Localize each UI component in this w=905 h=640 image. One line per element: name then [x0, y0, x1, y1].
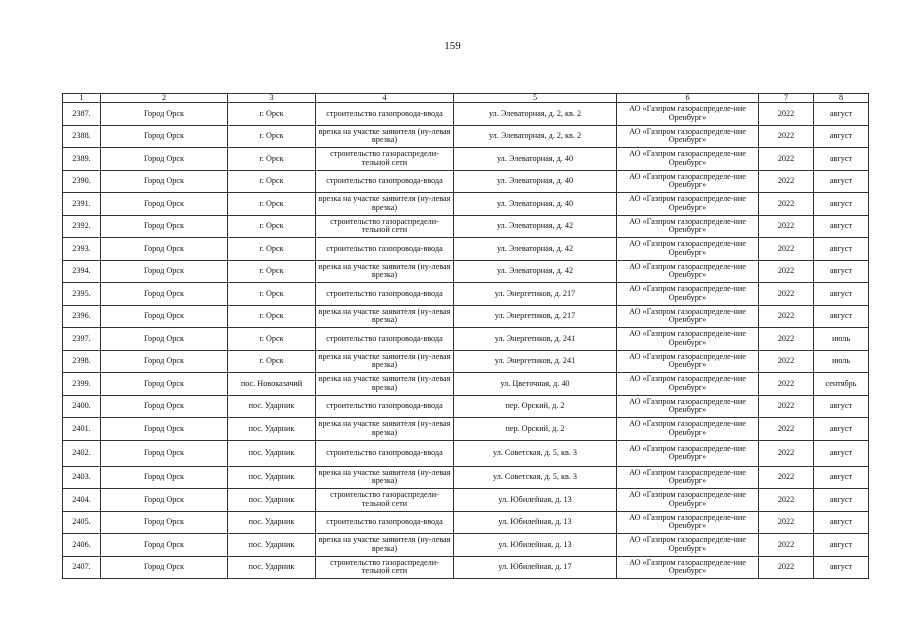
cell-settlement: г. Орск [228, 328, 316, 351]
header-cell-1: 1 [63, 94, 101, 103]
cell-year: 2022 [759, 489, 814, 512]
cell-address: ул. Энергетиков, д. 241 [454, 328, 617, 351]
cell-address: ул. Юбилейная, д. 17 [454, 556, 617, 579]
table-row [63, 534, 869, 557]
cell-contractor: АО «Газпром газораспределе-ние Оренбург» [617, 418, 759, 441]
cell-address: пер. Орский, д. 2 [454, 395, 617, 418]
table-row [63, 305, 869, 328]
cell-municipality: Город Орск [101, 373, 228, 396]
table-body [63, 94, 869, 579]
table-row [63, 238, 869, 261]
cell-work-type: врезка на участке заявителя (ну-левая врезка) [316, 193, 454, 216]
cell-contractor: АО «Газпром газораспределе-ние Оренбург» [617, 305, 759, 328]
table-row [63, 148, 869, 171]
cell-contractor: АО «Газпром газораспределе-ние Оренбург» [617, 148, 759, 171]
cell-work-type: врезка на участке заявителя (ну-левая врезка) [316, 418, 454, 441]
cell-settlement: пос. Ударник [228, 418, 316, 441]
cell-contractor: АО «Газпром газораспределе-ние Оренбург» [617, 260, 759, 283]
cell-contractor: АО «Газпром газораспределе-ние Оренбург» [617, 350, 759, 373]
cell-settlement: пос. Ударник [228, 511, 316, 534]
cell-municipality: Город Орск [101, 170, 228, 193]
cell-month: август [814, 556, 869, 579]
cell-settlement: пос. Новоказачий [228, 373, 316, 396]
cell-row-number: 2404. [63, 489, 101, 512]
header-cell-6: 6 [617, 94, 759, 103]
table-row [63, 103, 869, 126]
cell-row-number: 2406. [63, 534, 101, 557]
cell-work-type: врезка на участке заявителя (ну-левая врезка) [316, 373, 454, 396]
cell-work-type: строительство газопровода-ввода [316, 170, 454, 193]
cell-month: август [814, 534, 869, 557]
cell-month: август [814, 440, 869, 466]
cell-address: ул. Элеваторная, д. 42 [454, 260, 617, 283]
table-row [63, 466, 869, 489]
cell-work-type: врезка на участке заявителя (ну-левая врезка) [316, 466, 454, 489]
cell-municipality: Город Орск [101, 534, 228, 557]
header-cell-7: 7 [759, 94, 814, 103]
table-row [63, 125, 869, 148]
cell-month: август [814, 489, 869, 512]
cell-year: 2022 [759, 125, 814, 148]
cell-year: 2022 [759, 103, 814, 126]
cell-contractor: АО «Газпром газораспределе-ние Оренбург» [617, 283, 759, 306]
cell-address: ул. Энергетиков, д. 217 [454, 305, 617, 328]
cell-year: 2022 [759, 440, 814, 466]
cell-month: август [814, 260, 869, 283]
cell-municipality: Город Орск [101, 418, 228, 441]
table-row [63, 440, 869, 466]
cell-year: 2022 [759, 350, 814, 373]
cell-contractor: АО «Газпром газораспределе-ние Оренбург» [617, 328, 759, 351]
table-row [63, 395, 869, 418]
cell-year: 2022 [759, 395, 814, 418]
cell-settlement: г. Орск [228, 148, 316, 171]
cell-settlement: г. Орск [228, 170, 316, 193]
cell-contractor: АО «Газпром газораспределе-ние Оренбург» [617, 125, 759, 148]
cell-address: ул. Элеваторная, д. 42 [454, 215, 617, 238]
cell-settlement: г. Орск [228, 283, 316, 306]
cell-work-type: строительство газопровода-ввода [316, 511, 454, 534]
cell-municipality: Город Орск [101, 395, 228, 418]
cell-month: август [814, 305, 869, 328]
cell-municipality: Город Орск [101, 489, 228, 512]
cell-year: 2022 [759, 328, 814, 351]
table-row [63, 215, 869, 238]
cell-contractor: АО «Газпром газораспределе-ние Оренбург» [617, 489, 759, 512]
cell-row-number: 2391. [63, 193, 101, 216]
cell-contractor: АО «Газпром газораспределе-ние Оренбург» [617, 215, 759, 238]
header-cell-5: 5 [454, 94, 617, 103]
cell-year: 2022 [759, 148, 814, 171]
cell-address: ул. Юбилейная, д. 13 [454, 534, 617, 557]
cell-address: ул. Цветочная, д. 40 [454, 373, 617, 396]
cell-settlement: г. Орск [228, 125, 316, 148]
cell-row-number: 2387. [63, 103, 101, 126]
cell-municipality: Город Орск [101, 440, 228, 466]
cell-work-type: строительство газопровода-ввода [316, 283, 454, 306]
cell-address: ул. Юбилейная, д. 13 [454, 511, 617, 534]
cell-month: август [814, 193, 869, 216]
cell-municipality: Город Орск [101, 193, 228, 216]
cell-municipality: Город Орск [101, 238, 228, 261]
cell-work-type: строительство газопровода-ввода [316, 328, 454, 351]
cell-address: ул. Советская, д. 5, кв. 3 [454, 466, 617, 489]
cell-municipality: Город Орск [101, 103, 228, 126]
cell-address: ул. Элеваторная, д. 40 [454, 170, 617, 193]
cell-row-number: 2389. [63, 148, 101, 171]
cell-work-type: строительство газопровода-ввода [316, 440, 454, 466]
cell-year: 2022 [759, 373, 814, 396]
table-row [63, 283, 869, 306]
cell-municipality: Город Орск [101, 125, 228, 148]
cell-work-type: строительство газораспредели-тельной сети [316, 556, 454, 579]
cell-year: 2022 [759, 466, 814, 489]
cell-contractor: АО «Газпром газораспределе-ние Оренбург» [617, 440, 759, 466]
table-row [63, 193, 869, 216]
cell-month: август [814, 283, 869, 306]
cell-month: август [814, 170, 869, 193]
cell-municipality: Город Орск [101, 511, 228, 534]
registry-table [62, 93, 869, 579]
cell-municipality: Город Орск [101, 350, 228, 373]
page-number: 159 [444, 40, 461, 52]
cell-row-number: 2400. [63, 395, 101, 418]
cell-row-number: 2401. [63, 418, 101, 441]
cell-month: август [814, 466, 869, 489]
cell-year: 2022 [759, 193, 814, 216]
cell-month: август [814, 148, 869, 171]
cell-municipality: Город Орск [101, 283, 228, 306]
table-row [63, 489, 869, 512]
cell-row-number: 2390. [63, 170, 101, 193]
cell-month: август [814, 395, 869, 418]
cell-year: 2022 [759, 305, 814, 328]
cell-settlement: г. Орск [228, 260, 316, 283]
header-cell-4: 4 [316, 94, 454, 103]
cell-address: ул. Элеваторная, д. 40 [454, 148, 617, 171]
cell-month: август [814, 511, 869, 534]
cell-settlement: пос. Ударник [228, 466, 316, 489]
table-row [63, 328, 869, 351]
cell-row-number: 2393. [63, 238, 101, 261]
table-row [63, 260, 869, 283]
cell-work-type: строительство газопровода-ввода [316, 395, 454, 418]
cell-address: ул. Энергетиков, д. 217 [454, 283, 617, 306]
cell-year: 2022 [759, 215, 814, 238]
cell-municipality: Город Орск [101, 215, 228, 238]
cell-year: 2022 [759, 556, 814, 579]
cell-row-number: 2388. [63, 125, 101, 148]
cell-year: 2022 [759, 170, 814, 193]
cell-work-type: строительство газораспредели-тельной сети [316, 215, 454, 238]
cell-address: ул. Элеваторная, д. 42 [454, 238, 617, 261]
cell-year: 2022 [759, 511, 814, 534]
table-header-row [63, 94, 869, 103]
header-cell-2: 2 [101, 94, 228, 103]
cell-work-type: строительство газораспредели-тельной сети [316, 148, 454, 171]
cell-month: август [814, 215, 869, 238]
cell-month: август [814, 418, 869, 441]
cell-address: ул. Юбилейная, д. 13 [454, 489, 617, 512]
cell-address: ул. Энергетиков, д. 241 [454, 350, 617, 373]
table-row [63, 170, 869, 193]
cell-settlement: пос. Ударник [228, 556, 316, 579]
cell-settlement: пос. Ударник [228, 440, 316, 466]
cell-work-type: врезка на участке заявителя (ну-левая врезка) [316, 305, 454, 328]
cell-work-type: врезка на участке заявителя (ну-левая врезка) [316, 260, 454, 283]
cell-year: 2022 [759, 283, 814, 306]
cell-work-type: врезка на участке заявителя (ну-левая врезка) [316, 125, 454, 148]
cell-row-number: 2395. [63, 283, 101, 306]
cell-contractor: АО «Газпром газораспределе-ние Оренбург» [617, 373, 759, 396]
cell-row-number: 2394. [63, 260, 101, 283]
cell-row-number: 2407. [63, 556, 101, 579]
header-cell-8: 8 [814, 94, 869, 103]
cell-year: 2022 [759, 260, 814, 283]
cell-address: ул. Советская, д. 5, кв. 3 [454, 440, 617, 466]
table-row [63, 511, 869, 534]
cell-contractor: АО «Газпром газораспределе-ние Оренбург» [617, 103, 759, 126]
cell-contractor: АО «Газпром газораспределе-ние Оренбург» [617, 556, 759, 579]
cell-municipality: Город Орск [101, 466, 228, 489]
cell-work-type: врезка на участке заявителя (ну-левая врезка) [316, 534, 454, 557]
cell-address: ул. Элеваторная, д. 2, кв. 2 [454, 125, 617, 148]
cell-municipality: Город Орск [101, 260, 228, 283]
cell-contractor: АО «Газпром газораспределе-ние Оренбург» [617, 466, 759, 489]
cell-contractor: АО «Газпром газораспределе-ние Оренбург» [617, 193, 759, 216]
cell-address: ул. Элеваторная, д. 40 [454, 193, 617, 216]
cell-month: август [814, 125, 869, 148]
cell-year: 2022 [759, 238, 814, 261]
cell-address: ул. Элеваторная, д. 2, кв. 2 [454, 103, 617, 126]
cell-row-number: 2396. [63, 305, 101, 328]
cell-municipality: Город Орск [101, 556, 228, 579]
cell-settlement: г. Орск [228, 193, 316, 216]
cell-work-type: строительство газораспредели-тельной сети [316, 489, 454, 512]
cell-month: август [814, 103, 869, 126]
cell-work-type: врезка на участке заявителя (ну-левая врезка) [316, 350, 454, 373]
cell-municipality: Город Орск [101, 328, 228, 351]
cell-work-type: строительство газопровода-ввода [316, 238, 454, 261]
cell-row-number: 2397. [63, 328, 101, 351]
table-row [63, 350, 869, 373]
cell-contractor: АО «Газпром газораспределе-ние Оренбург» [617, 395, 759, 418]
cell-contractor: АО «Газпром газораспределе-ние Оренбург» [617, 170, 759, 193]
cell-municipality: Город Орск [101, 148, 228, 171]
cell-year: 2022 [759, 534, 814, 557]
cell-contractor: АО «Газпром газораспределе-ние Оренбург» [617, 511, 759, 534]
cell-month: июль [814, 328, 869, 351]
cell-row-number: 2399. [63, 373, 101, 396]
cell-month: август [814, 238, 869, 261]
cell-settlement: г. Орск [228, 350, 316, 373]
cell-municipality: Город Орск [101, 305, 228, 328]
cell-settlement: пос. Ударник [228, 534, 316, 557]
cell-address: пер. Орский, д. 2 [454, 418, 617, 441]
cell-settlement: г. Орск [228, 305, 316, 328]
cell-row-number: 2405. [63, 511, 101, 534]
cell-row-number: 2403. [63, 466, 101, 489]
cell-work-type: строительство газопровода-ввода [316, 103, 454, 126]
cell-month: июль [814, 350, 869, 373]
cell-contractor: АО «Газпром газораспределе-ние Оренбург» [617, 238, 759, 261]
table-row [63, 373, 869, 396]
cell-settlement: г. Орск [228, 238, 316, 261]
cell-month: сентябрь [814, 373, 869, 396]
table-row [63, 556, 869, 579]
cell-row-number: 2402. [63, 440, 101, 466]
cell-row-number: 2398. [63, 350, 101, 373]
cell-settlement: г. Орск [228, 215, 316, 238]
table-row [63, 418, 869, 441]
cell-year: 2022 [759, 418, 814, 441]
cell-settlement: пос. Ударник [228, 395, 316, 418]
cell-contractor: АО «Газпром газораспределе-ние Оренбург» [617, 534, 759, 557]
cell-settlement: г. Орск [228, 103, 316, 126]
cell-row-number: 2392. [63, 215, 101, 238]
header-cell-3: 3 [228, 94, 316, 103]
cell-settlement: пос. Ударник [228, 489, 316, 512]
